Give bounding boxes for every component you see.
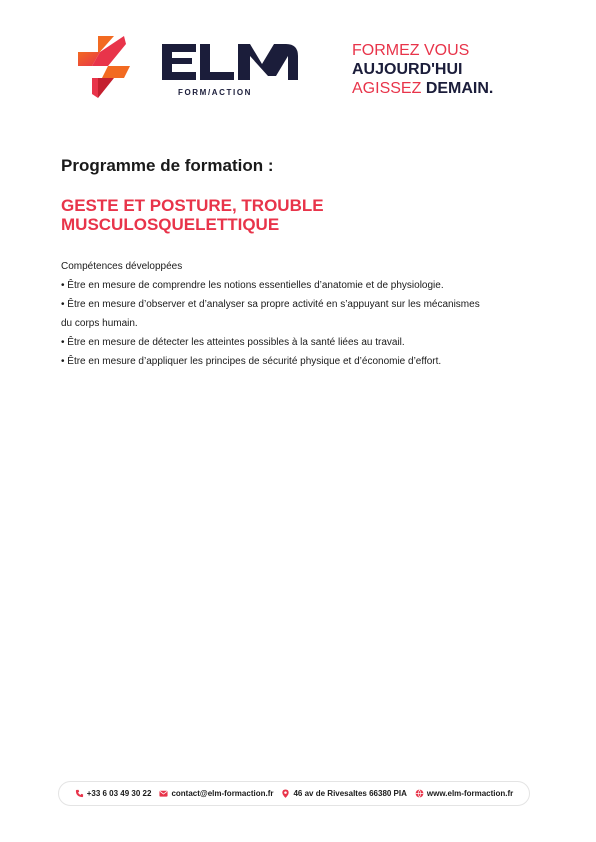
slogan-line-3b: DEMAIN. — [425, 80, 494, 97]
footer-address — [281, 789, 406, 798]
course-title — [61, 196, 521, 234]
slogan-line-2: AUJOURD'HUI — [352, 61, 463, 78]
footer-phone[interactable] — [75, 789, 152, 798]
competence-line: • Être en mesure d’observer et d’analyser sa propre activité en s’appuyant sur les mécanismes — [61, 299, 480, 310]
logo-subtitle: FORM/ACTION — [178, 88, 253, 97]
brand-logo — [78, 34, 302, 100]
footer-website-text: www.elm-formaction.fr — [426, 789, 514, 798]
footer-email[interactable] — [159, 789, 273, 798]
competence-line: du corps humain. — [61, 318, 138, 329]
contact-footer — [58, 781, 530, 806]
competences-label: Compétences développées — [61, 261, 183, 272]
competence-line: • Être en mesure d’appliquer les principes de sécurité physique et d’économie d’effort. — [61, 356, 442, 367]
footer-email-text: contact@elm-formaction.fr — [171, 789, 274, 798]
page-title: Programme de formation : — [61, 156, 274, 175]
phone-icon — [75, 789, 84, 798]
competence-line: • Être en mesure de détecter les atteintes possibles à la santé liées au travail. — [61, 337, 405, 348]
competences-section — [61, 257, 541, 371]
footer-address-text: 46 av de Rivesaltes 66380 PIA — [293, 789, 407, 798]
location-pin-icon — [281, 789, 290, 798]
slogan-line-3a: AGISSEZ — [352, 80, 422, 97]
course-title-line-1: GESTE ET POSTURE, TROUBLE — [61, 196, 324, 215]
footer-phone-text: +33 6 03 49 30 22 — [86, 789, 152, 798]
slogan — [352, 41, 493, 98]
course-title-line-2: MUSCULOSQUELETTIQUE — [61, 215, 280, 234]
slogan-line-1: FORMEZ VOUS — [352, 42, 470, 59]
competence-line: • Être en mesure de comprendre les notions essentielles d’anatomie et de physiologie. — [61, 280, 444, 291]
globe-icon — [415, 789, 424, 798]
footer-website[interactable] — [415, 789, 513, 798]
mail-icon — [159, 789, 168, 798]
